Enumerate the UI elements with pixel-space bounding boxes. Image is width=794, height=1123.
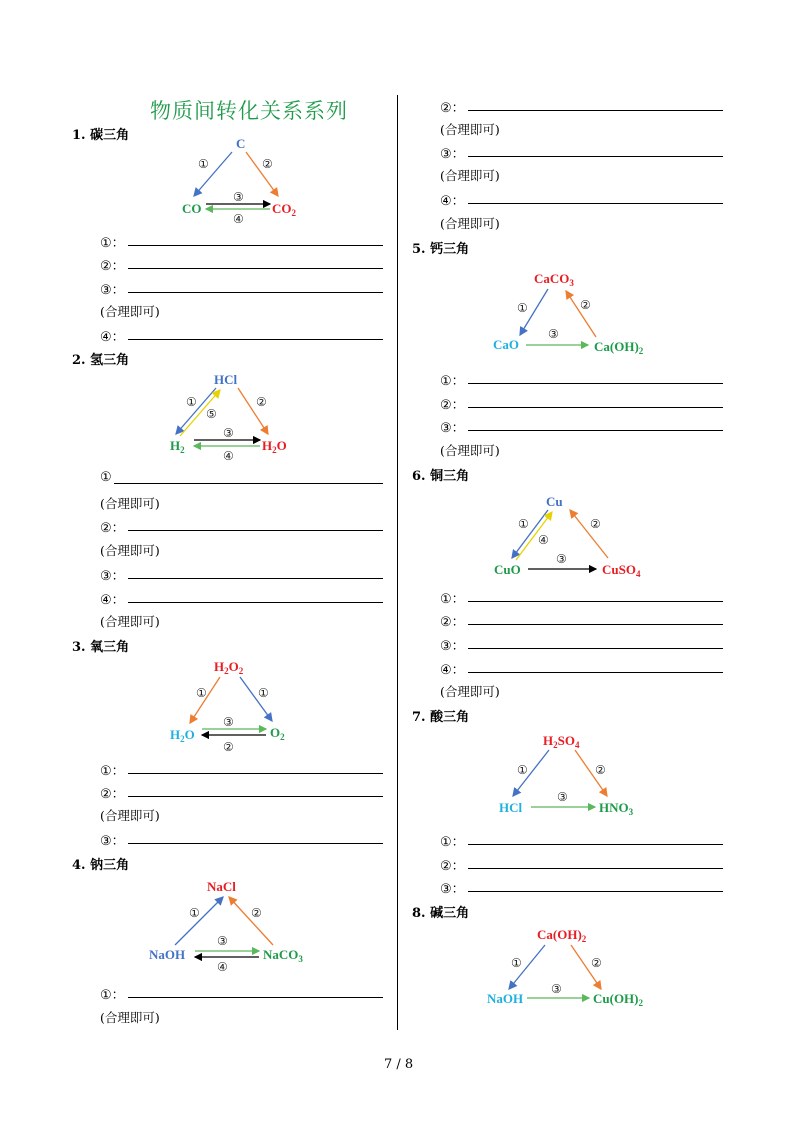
acid-triangle-diagram	[495, 728, 695, 828]
calcium-node-caco3: CaCO$_3$	[534, 271, 574, 288]
sodium-label-4: ④	[217, 960, 228, 974]
copper-label-2: ②	[590, 517, 601, 531]
hydrogen-label-4: ④	[223, 449, 234, 463]
acid-node-hcl: HCl	[499, 800, 523, 815]
oxygen-node-h2o: $H_2O$	[170, 727, 195, 744]
hydrogen-node-h2o: $H_2O$	[262, 438, 287, 455]
section-title-sodium: 4. 钠三角	[72, 858, 130, 873]
hydrogen-node-hcl: HCl	[214, 372, 238, 387]
answer-line[interactable]: ③：	[100, 279, 383, 295]
note-text: (合理即可)	[440, 168, 500, 183]
note-text: (合理即可)	[100, 496, 160, 511]
answer-line[interactable]: ①：	[440, 831, 723, 847]
acid-label-1: ①	[517, 763, 528, 777]
copper-triangle-diagram	[490, 490, 690, 590]
answer-line[interactable]: ②：	[440, 394, 723, 410]
note-text: (合理即可)	[100, 543, 160, 558]
answer-line[interactable]: ③：	[440, 635, 723, 651]
section-title-copper: 6. 铜三角	[412, 469, 470, 484]
oxygen-arrow-1a	[190, 677, 220, 723]
answer-line[interactable]: ③：	[440, 143, 723, 159]
hydrogen-label-3: ③	[223, 426, 234, 440]
hydrogen-triangle-diagram	[150, 370, 350, 470]
carbon-label-1: ①	[198, 157, 209, 171]
hydrogen-label-1: ①	[186, 395, 197, 409]
answer-line[interactable]: ①：	[100, 232, 383, 248]
answer-line[interactable]: ④：	[440, 659, 723, 675]
calcium-triangle-diagram	[490, 265, 690, 365]
acid-label-3: ③	[557, 790, 568, 804]
carbon-label-3: ③	[233, 190, 244, 204]
section-title-oxygen: 3. 氧三角	[72, 640, 130, 655]
carbon-label-2: ②	[262, 157, 273, 171]
answer-line[interactable]: ③：	[440, 417, 723, 433]
copper-node-cuo: CuO	[494, 562, 521, 577]
answer-line[interactable]: ②：	[440, 855, 723, 871]
note-text: (合理即可)	[440, 122, 500, 137]
note-text: (合理即可)	[100, 304, 160, 319]
calcium-label-1: ①	[517, 301, 528, 315]
hydrogen-node-h2: $H_2$	[170, 438, 185, 455]
sodium-arrow-1	[175, 897, 223, 945]
page-title: 物质间转化关系系列	[150, 99, 348, 123]
answer-line[interactable]: ①	[100, 470, 383, 486]
answer-line[interactable]: ②：	[440, 97, 723, 113]
answer-line[interactable]: ②：	[440, 611, 723, 627]
copper-arrow-2	[570, 510, 608, 558]
oxygen-node-h2o2: $H_2O_2$	[214, 659, 244, 676]
oxygen-node-o2: $O_2$	[270, 725, 285, 742]
answer-line[interactable]: ①：	[440, 370, 723, 386]
section-title-calcium: 5. 钙三角	[412, 242, 470, 257]
carbon-node-c: C	[236, 136, 246, 151]
base-triangle-diagram	[485, 925, 695, 1025]
answer-line[interactable]: ③：	[100, 565, 383, 581]
calcium-node-cao: CaO	[493, 337, 519, 352]
oxygen-triangle-diagram	[150, 655, 350, 760]
answer-line[interactable]: ②：	[100, 255, 383, 271]
section-title-acid: 7. 酸三角	[412, 710, 470, 725]
carbon-triangle-diagram	[150, 130, 350, 230]
note-text: (合理即可)	[440, 684, 500, 699]
sodium-node-naoh: NaOH	[149, 947, 186, 962]
note-text: (合理即可)	[100, 808, 160, 823]
answer-line[interactable]: ④：	[440, 190, 723, 206]
column-divider	[397, 95, 398, 1030]
acid-node-h2so4: $H_2SO_4$	[543, 733, 580, 750]
hydrogen-label-2: ②	[256, 395, 267, 409]
note-text: (合理即可)	[440, 443, 500, 458]
hydrogen-label-5: ⑤	[206, 407, 217, 421]
sodium-triangle-diagram	[145, 875, 345, 975]
answer-line[interactable]: ①：	[440, 588, 723, 604]
acid-label-2: ②	[595, 763, 606, 777]
section-title-base: 8. 碱三角	[412, 906, 470, 921]
base-node-caoh2: $Ca(OH)_2$	[537, 927, 587, 944]
sodium-label-3: ③	[217, 934, 228, 948]
calcium-label-3: ③	[548, 327, 559, 341]
oxygen-label-2: ②	[223, 740, 234, 754]
sodium-node-naco3: NaCO$_3$	[263, 947, 303, 964]
note-text: (合理即可)	[100, 1010, 160, 1025]
calcium-node-caoh2: $Ca(OH)_2$	[594, 339, 644, 356]
sodium-arrow-2	[229, 897, 273, 945]
section-title-hydrogen: 2. 氢三角	[72, 353, 130, 368]
acid-node-hno3: $HNO_3$	[599, 800, 634, 817]
answer-line[interactable]: ③：	[100, 830, 383, 846]
carbon-node-co: CO	[182, 201, 202, 216]
oxygen-label-3: ③	[223, 715, 234, 729]
answer-line[interactable]: ③：	[440, 878, 723, 894]
answer-line[interactable]: ①：	[100, 984, 383, 1000]
answer-line[interactable]: ②：	[100, 783, 383, 799]
note-text: (合理即可)	[100, 614, 160, 629]
base-node-naoh: NaOH	[487, 991, 524, 1006]
copper-node-cuso4: CuSO$_4$	[602, 562, 641, 579]
copper-label-3: ③	[556, 552, 567, 566]
answer-line[interactable]: ①：	[100, 760, 383, 776]
base-label-3: ③	[551, 982, 562, 996]
carbon-label-4: ④	[233, 212, 244, 226]
copper-label-4: ④	[538, 533, 549, 547]
carbon-node-co2: $CO_2$	[272, 201, 296, 218]
sodium-node-nacl: NaCl	[207, 879, 236, 894]
sodium-label-2: ②	[251, 906, 262, 920]
note-text: (合理即可)	[440, 216, 500, 231]
page-number: 7 / 8	[384, 1057, 414, 1072]
base-node-cuoh2: $Cu(OH)_2$	[593, 991, 643, 1008]
copper-node-cu: Cu	[546, 494, 563, 509]
copper-label-1: ①	[518, 517, 529, 531]
answer-line[interactable]: ④：	[100, 326, 383, 342]
answer-line[interactable]: ②：	[100, 517, 383, 533]
oxygen-label-1b: ①	[258, 686, 269, 700]
answer-line[interactable]: ④：	[100, 589, 383, 605]
sodium-label-1: ①	[189, 906, 200, 920]
calcium-label-2: ②	[580, 298, 591, 312]
oxygen-label-1a: ①	[196, 686, 207, 700]
section-title-carbon: 1. 碳三角	[72, 128, 130, 143]
base-label-2: ②	[591, 956, 602, 970]
base-label-1: ①	[511, 956, 522, 970]
